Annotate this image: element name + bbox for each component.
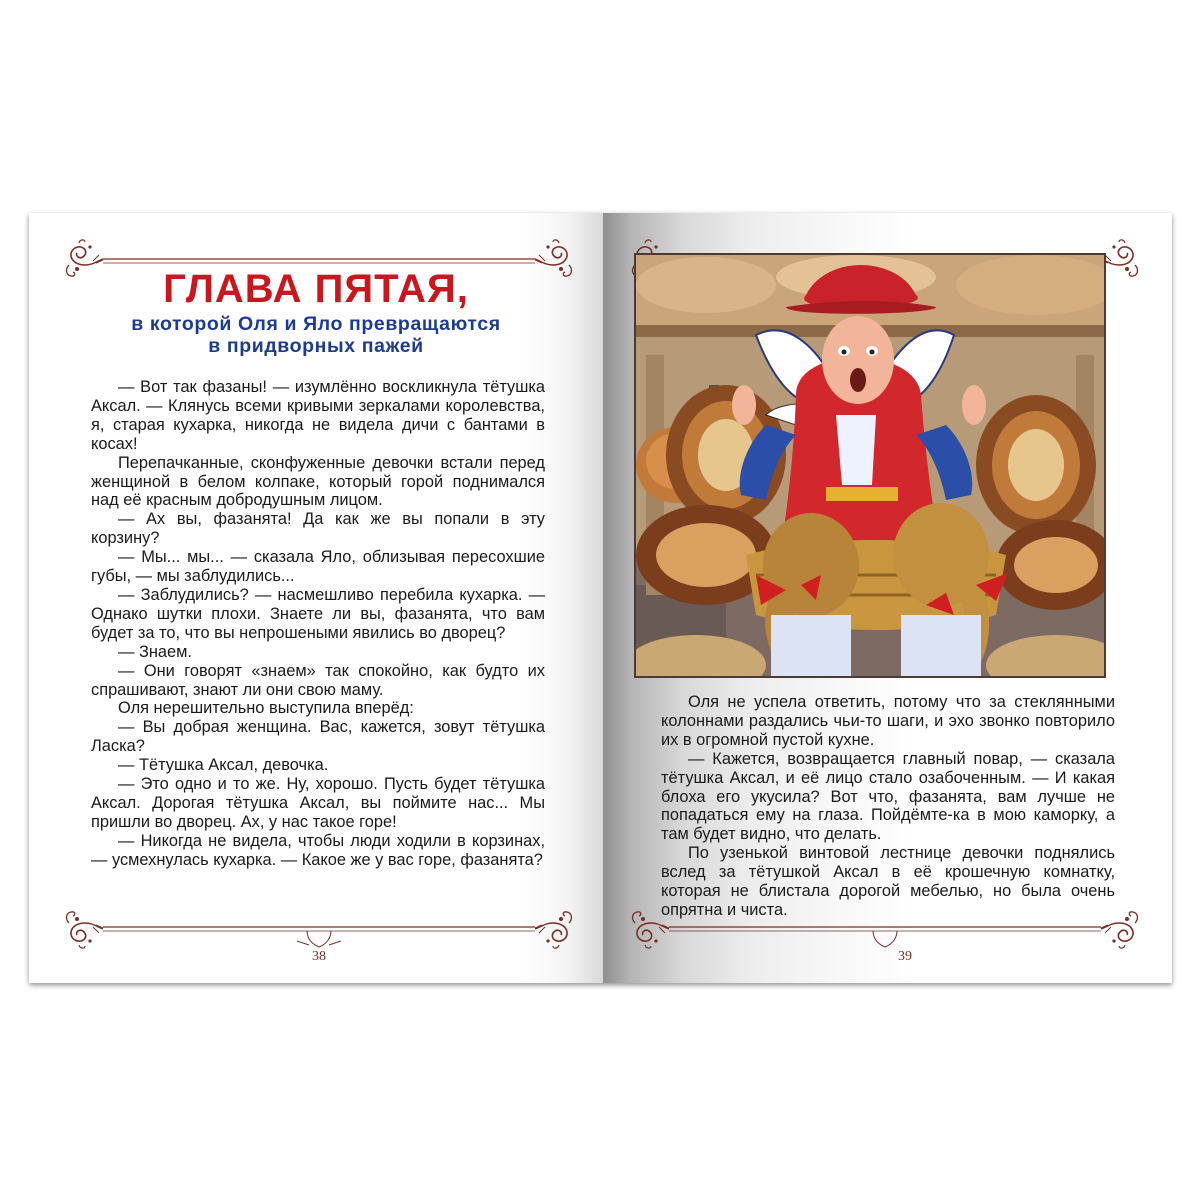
paragraph: — Вот так фазаны! — изумлённо воскликнула тётушка Аксал. — Клянусь всеми кривыми зеркалами королевства, я, старая кухарка, никогда не видела дичи с бантами в косах! <box>91 378 545 453</box>
paragraph: — Мы... мы... — сказала Яло, облизывая пересохшие губы, — мы заблудились... <box>91 548 545 586</box>
paragraph: — Знаем. <box>118 642 192 661</box>
paragraph: — Это одно и то же. Ну, хорошо. Пусть будет тётушка Аксал. Дорогая тётушка Аксал, вы поймите нас... Мы пришли во дворец. Ах, у нас такое горе! <box>91 775 545 831</box>
chapter-title: ГЛАВА ПЯТАЯ, <box>163 267 469 311</box>
bottom-border-ornament <box>57 903 587 953</box>
chapter-subtitle <box>89 313 543 357</box>
bottom-border-ornament <box>623 903 1153 953</box>
paragraph: — Никогда не видела, чтобы люди ходили в корзинах, — усмехнулась кухарка. — Какое же у вас горе, фазанята? <box>91 831 545 869</box>
kitchen-illustration <box>634 253 1106 678</box>
paragraph: — Ах вы, фазанята! Да как же вы попали в эту корзину? <box>91 510 545 548</box>
page-number: 38 <box>312 949 326 964</box>
paragraph: Перепачканные, сконфуженные девочки встали перед женщиной в белом колпаке, который горой поднимался над её красным добродушным лицом. <box>91 453 545 510</box>
paragraph: — Они говорят «знаем» так спокойно, как будто их спрашивают, знают ли они свою маму. <box>91 661 545 699</box>
girl-left <box>756 513 859 676</box>
chapter-subtitle-line: в придворных пажей <box>208 335 424 357</box>
paragraph: — Вы добрая женщина. Вас, кажется, зовут тётушка Ласка? <box>91 718 545 756</box>
paragraph: Оля нерешительно выступила вперёд: <box>118 699 414 718</box>
paragraph: — Тётушка Аксал, девочка. <box>118 756 329 775</box>
chapter-subtitle-line: в которой Оля и Яло превращаются <box>131 313 501 335</box>
left-page-text <box>91 378 545 870</box>
paragraph: По узенькой винтовой лестнице девочки поднялись вслед за тётушкой Аксал в её крошечную комнатку, которая не блистала дорогой мебелью, но была очень опрятна и чиста. <box>661 844 1115 919</box>
paragraph: — Заблудились? — насмешливо перебила кухарка. — Однако шутки плохи. Знаете ли вы, фазанята, что вам будет за то, что вы непрошеными явились во дворец? <box>91 585 545 642</box>
page-number: 39 <box>898 949 912 964</box>
left-page <box>29 213 603 983</box>
paragraph: — Кажется, возвращается главный повар, — сказала тётушка Аксал, и её лицо стало озабоченным. — И какая блоха его укусила? Вот что, фазанята, вам лучше не попадаться ему на глаза. Пойдёмте-ка в мою каморку, а там будет видно, что делать. <box>661 749 1115 844</box>
paragraph: Оля не успела ответить, потому что за стеклянными колоннами раздались чьи-то шаги, и эхо звонко повторило их в огромной пустой кухне. <box>661 693 1115 749</box>
right-page-text <box>661 693 1115 920</box>
